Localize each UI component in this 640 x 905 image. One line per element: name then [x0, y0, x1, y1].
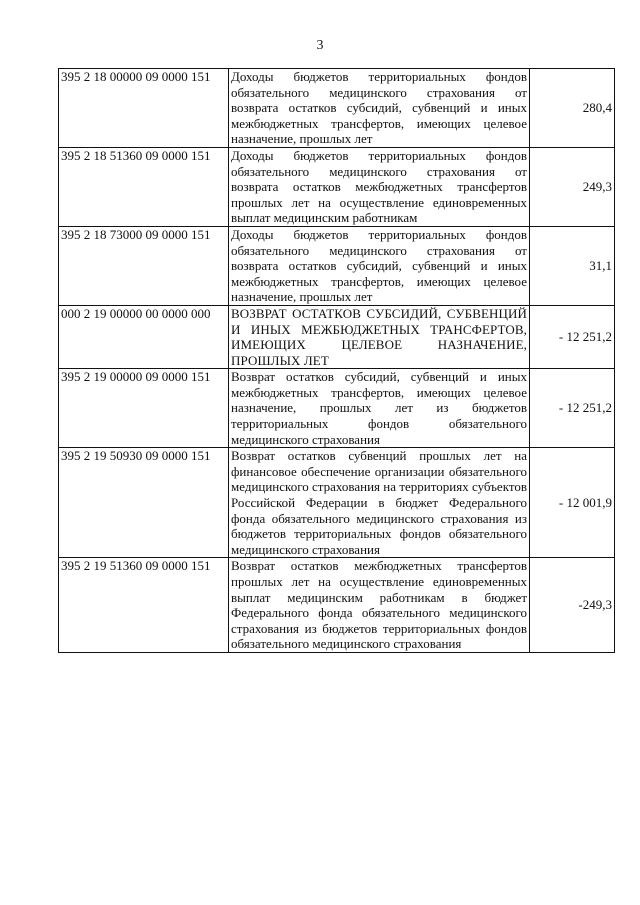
row-name: Доходы бюджетов территориальных фондов обязательного медицинского страхования от возврата остатков субсидий, субвенций и иных межбюджетных трансфертов, имеющих целевое назначение, прошлых лет [229, 226, 530, 305]
table-row [59, 226, 615, 305]
row-name: ВОЗВРАТ ОСТАТКОВ СУБСИДИЙ, СУБВЕНЦИЙ И ИНЫХ МЕЖБЮДЖЕТНЫХ ТРАНСФЕРТОВ, ИМЕЮЩИХ ЦЕЛЕВОЕ НАЗНАЧЕНИЕ, ПРОШЛЫХ ЛЕТ [229, 305, 530, 368]
row-name: Возврат остатков субвенций прошлых лет на финансовое обеспечение организации обязательного медицинского страхования на территориях субъектов Российской Федерации в бюджет Федерального фонда обязательного медицинского страхования из бюджетов территориальных фондов обязательного медицинского страхования [229, 448, 530, 558]
row-code: 395 2 19 50930 09 0000 151 [59, 448, 229, 558]
row-amount: - 12 001,9 [530, 448, 615, 558]
row-code: 395 2 19 51360 09 0000 151 [59, 558, 229, 653]
row-amount: 280,4 [530, 69, 615, 148]
row-amount: -249,3 [530, 558, 615, 653]
table-row [59, 305, 615, 368]
row-code: 395 2 18 00000 09 0000 151 [59, 69, 229, 148]
row-amount: 31,1 [530, 226, 615, 305]
row-amount: - 12 251,2 [530, 305, 615, 368]
page-number: 3 [316, 38, 324, 53]
budget-classification-table [58, 68, 615, 653]
row-code: 395 2 18 51360 09 0000 151 [59, 147, 229, 226]
row-name: Возврат остатков межбюджетных трансфертов прошлых лет на осуществление единовременных выплат медицинским работникам в бюджет Федерального фонда обязательного медицинского страхования из бюджетов территориальных фондов обязательного медицинского страхования [229, 558, 530, 653]
row-code: 395 2 18 73000 09 0000 151 [59, 226, 229, 305]
table-row [59, 558, 615, 653]
row-name: Доходы бюджетов территориальных фондов обязательного медицинского страхования от возврата остатков субсидий, субвенций и иных межбюджетных трансфертов, имеющих целевое назначение, прошлых лет [229, 69, 530, 148]
table-row [59, 147, 615, 226]
row-code: 000 2 19 00000 00 0000 000 [59, 305, 229, 368]
row-name: Доходы бюджетов территориальных фондов обязательного медицинского страхования от возврата остатков межбюджетных трансфертов прошлых лет на осуществление единовременных выплат медицинским работникам [229, 147, 530, 226]
table-row [59, 369, 615, 448]
row-code: 395 2 19 00000 09 0000 151 [59, 369, 229, 448]
table-row [59, 448, 615, 558]
row-amount: 249,3 [530, 147, 615, 226]
row-name: Возврат остатков субсидий, субвенций и иных межбюджетных трансфертов, имеющих целевое назначение, прошлых лет из бюджетов территориальных фондов обязательного медицинского страхования [229, 369, 530, 448]
row-amount: - 12 251,2 [530, 369, 615, 448]
table-row [59, 69, 615, 148]
